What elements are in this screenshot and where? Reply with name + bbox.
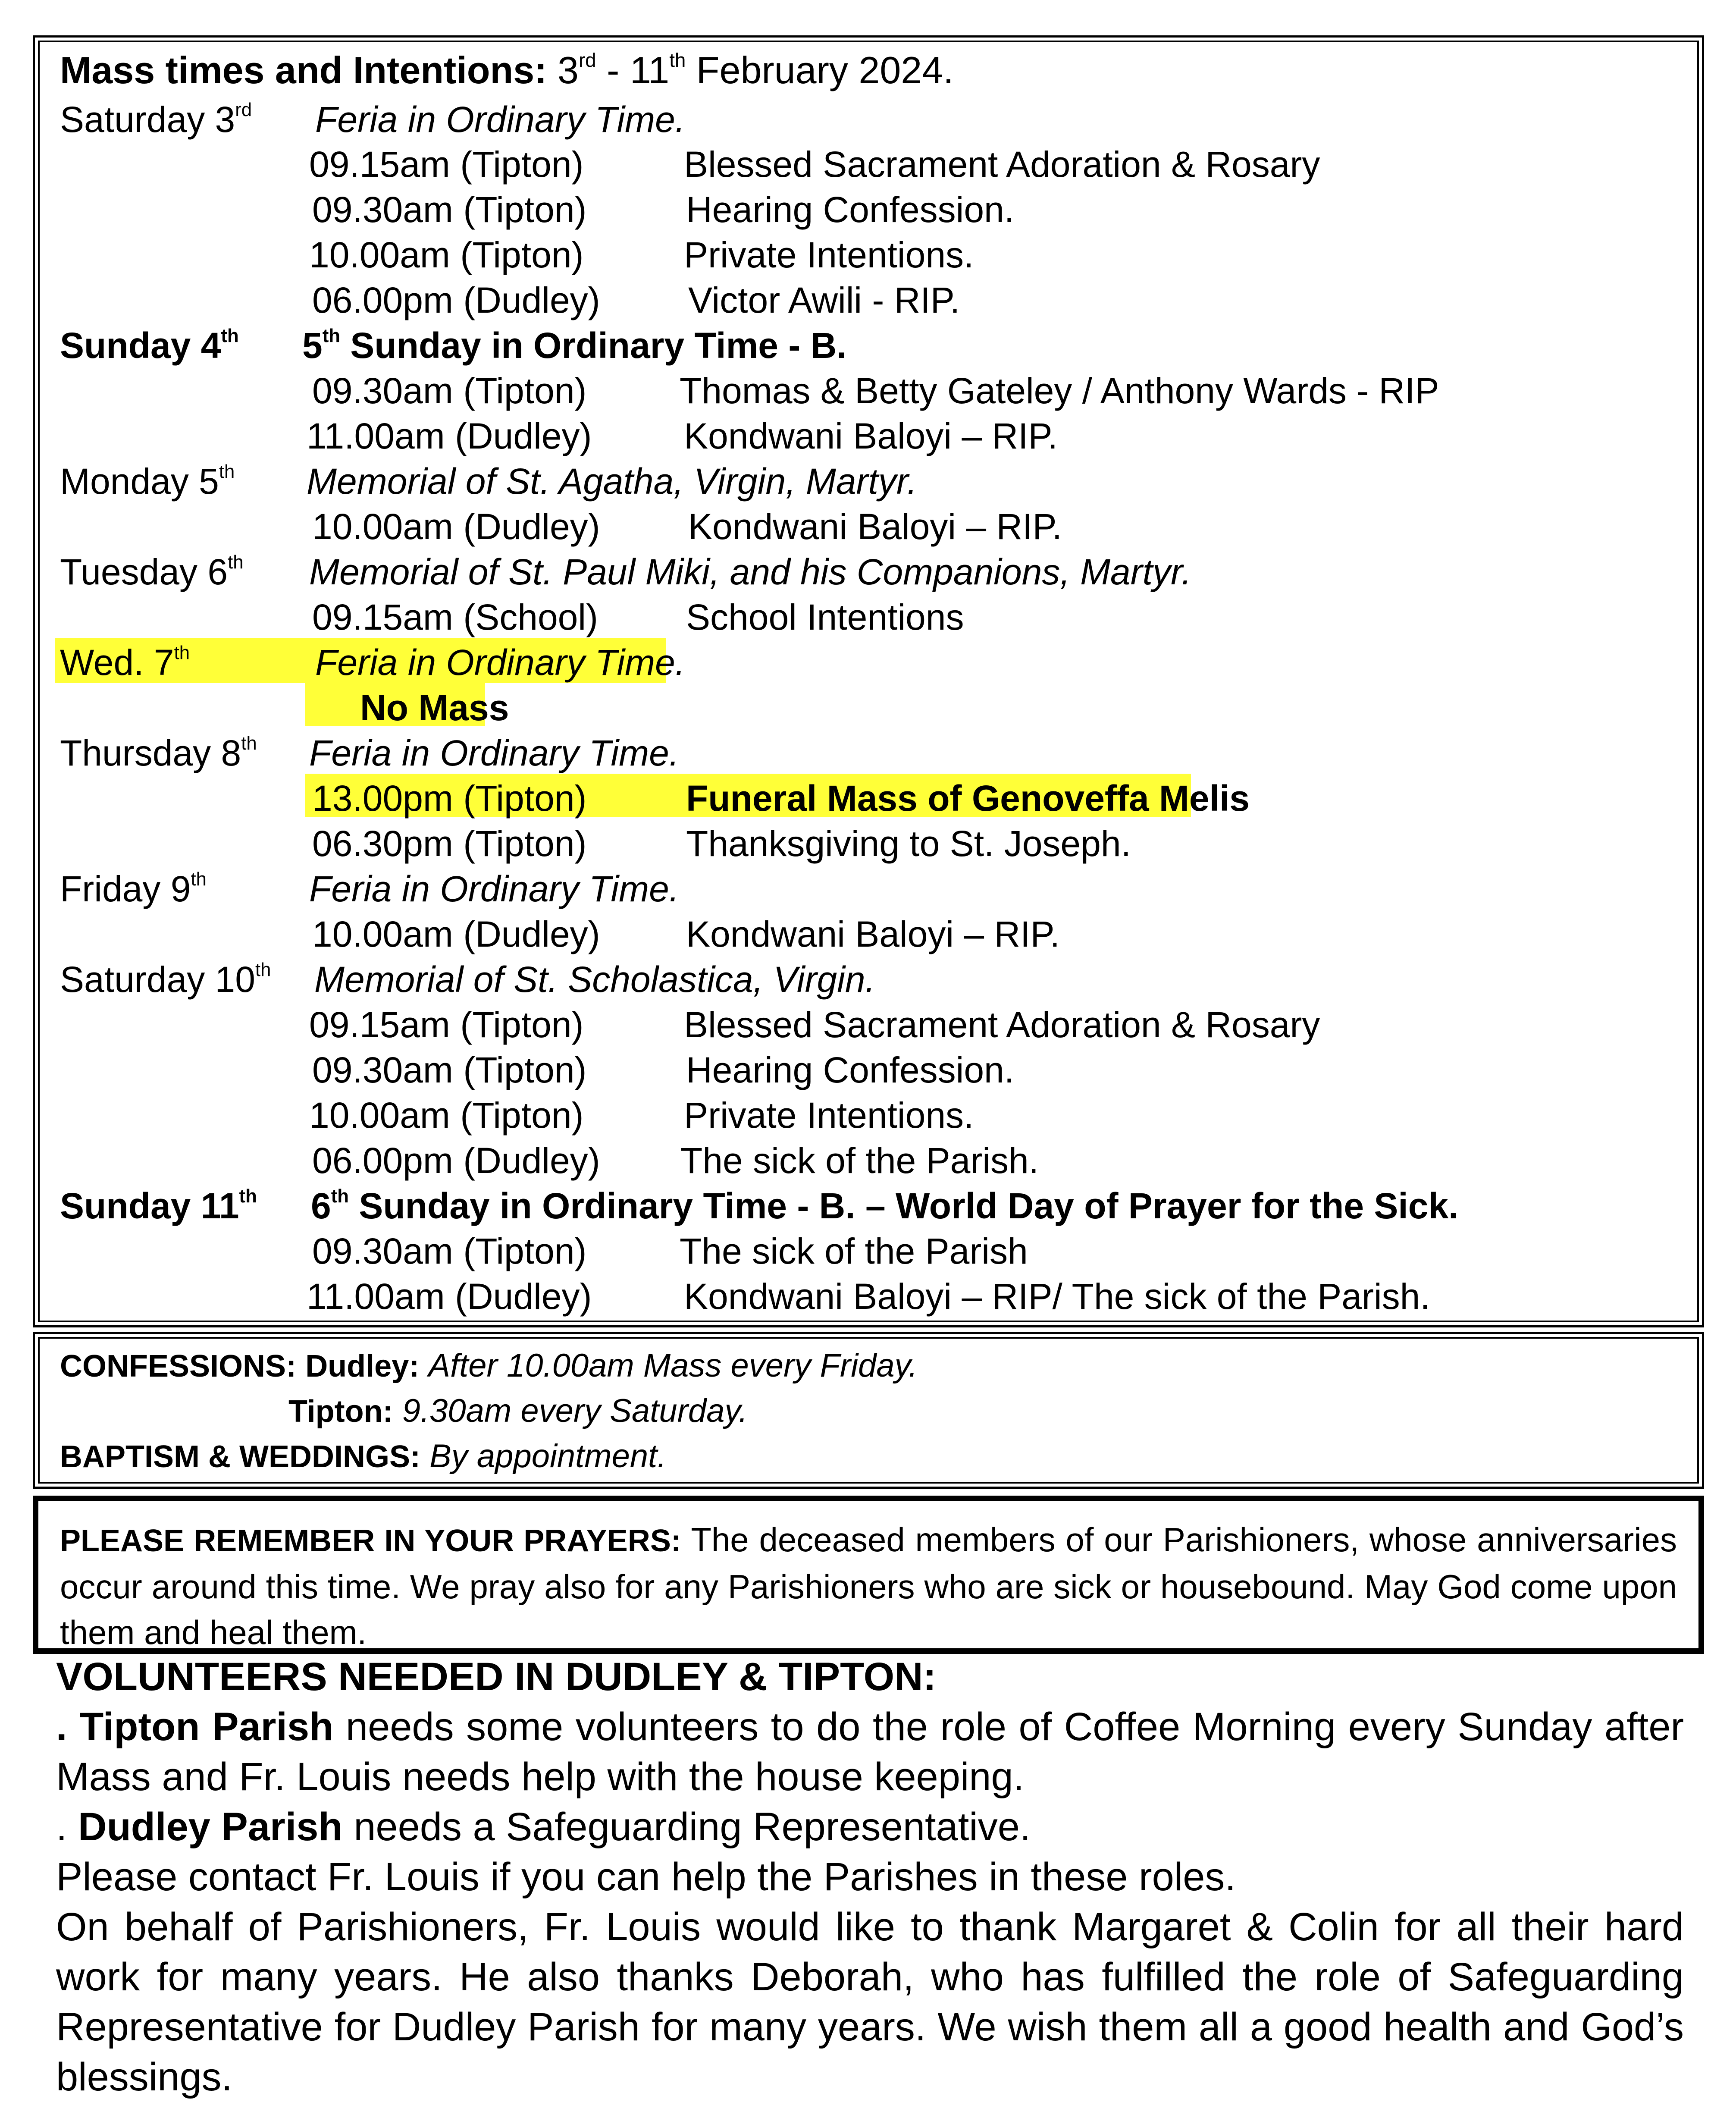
mass-time: 09.15am (Tipton)	[309, 144, 584, 185]
day-label: Thursday 8th	[60, 733, 257, 773]
dudley-label: Dudley:	[305, 1349, 420, 1384]
tipton-parish-label: Tipton Parish	[79, 1705, 334, 1749]
mass-time: 06.30pm (Tipton)	[312, 823, 587, 864]
mass-time: 09.30am (Tipton)	[312, 189, 587, 230]
mass-title-line	[60, 51, 954, 89]
mass-intention: Private Intentions.	[684, 235, 974, 275]
day-label: Saturday 3rd	[60, 99, 252, 140]
mass-time: 09.30am (Tipton)	[312, 1231, 587, 1271]
day-label: Monday 5th	[60, 461, 235, 502]
prayers-label: PLEASE REMEMBER IN YOUR PRAYERS:	[60, 1524, 681, 1558]
feast-label: 6th Sunday in Ordinary Time - B. – World Day of Prayer for the Sick.	[311, 1186, 1459, 1226]
feast-label: Feria in Ordinary Time.	[309, 869, 680, 909]
mass-time: 10.00am (Dudley)	[312, 506, 600, 547]
prayers-paragraph	[60, 1517, 1677, 1655]
tipton-confession-time: 9.30am every Saturday.	[402, 1393, 748, 1429]
mass-time: 09.30am (Tipton)	[312, 370, 587, 411]
mass-intention: The sick of the Parish	[680, 1231, 1028, 1271]
mass-intention: Kondwani Baloyi – RIP/ The sick of the Parish.	[684, 1276, 1430, 1317]
mass-intention: Victor Awili - RIP.	[688, 280, 960, 320]
mass-intention: Kondwani Baloyi – RIP.	[686, 914, 1060, 954]
volunteers-section	[56, 1652, 1684, 2102]
baptism-line	[60, 1440, 666, 1473]
mass-time: 13.00pm (Tipton)	[312, 778, 587, 819]
mass-time: 09.15am (School)	[312, 597, 599, 637]
day-label: Tuesday 6th	[60, 552, 244, 592]
baptism-label: BAPTISM & WEDDINGS:	[60, 1440, 420, 1474]
feast-label: Memorial of St. Agatha, Virgin, Martyr.	[307, 461, 918, 502]
mass-intention: The sick of the Parish.	[680, 1140, 1039, 1181]
mass-intention: Funeral Mass of Genoveffa Melis	[686, 778, 1250, 819]
mass-intention: Thomas & Betty Gateley / Anthony Wards - RIP	[680, 370, 1439, 411]
mass-intention: Hearing Confession.	[686, 1050, 1015, 1090]
mass-intention: School Intentions	[686, 597, 964, 637]
mass-time: 06.00pm (Dudley)	[312, 1140, 600, 1181]
mass-date-range: 3rd - 11th February 2024.	[557, 49, 954, 91]
contact-paragraph: Please contact Fr. Louis if you can help the Parishes in these roles.	[56, 1855, 1236, 1899]
mass-time: 10.00am (Tipton)	[309, 1095, 584, 1136]
day-label: Sunday 11th	[60, 1186, 257, 1226]
confessions-box	[33, 1332, 1704, 1489]
prayers-box	[33, 1496, 1704, 1654]
mass-intention: Kondwani Baloyi – RIP.	[684, 416, 1058, 456]
mass-times-box	[33, 35, 1704, 1327]
mass-time: 09.30am (Tipton)	[312, 1050, 587, 1090]
no-mass-note: No Mass	[360, 687, 509, 728]
feast-label: Memorial of St. Paul Miki, and his Companions, Martyr.	[309, 552, 1192, 592]
feast-label: Feria in Ordinary Time.	[315, 642, 686, 683]
day-label: Sunday 4th	[60, 325, 239, 366]
day-label: Wed. 7th	[60, 642, 190, 683]
tipton-paragraph: . Tipton Parish needs some volunteers to do the role of Coffee Morning every Sunday after Mass and Fr. Louis needs help with the house keeping.	[56, 1705, 1684, 1799]
thanks-paragraph: On behalf of Parishioners, Fr. Louis would like to thank Margaret & Colin for all their hard work for many years. He also thanks Deborah, who has fulfilled the role of Safeguarding Representative for Dudley Parish for many years. We wish them all a good health and God’s blessings.	[56, 1905, 1684, 2099]
baptism-text: By appointment.	[429, 1438, 667, 1475]
mass-time: 11.00am (Dudley)	[307, 1276, 592, 1317]
mass-time: 11.00am (Dudley)	[307, 416, 592, 456]
mass-intention: Kondwani Baloyi – RIP.	[688, 506, 1062, 547]
mass-title: Mass times and Intentions:	[60, 49, 547, 91]
day-label: Saturday 10th	[60, 959, 271, 1000]
feast-label: Memorial of St. Scholastica, Virgin.	[314, 959, 875, 1000]
dudley-parish-label: Dudley Parish	[78, 1805, 343, 1849]
feast-label: 5th Sunday in Ordinary Time - B.	[302, 325, 847, 366]
mass-time: 06.00pm (Dudley)	[312, 280, 600, 320]
tipton-label: Tipton:	[288, 1394, 393, 1429]
mass-time: 10.00am (Tipton)	[309, 235, 584, 275]
dudley-confession-time: After 10.00am Mass every Friday.	[428, 1347, 918, 1384]
mass-intention: Thanksgiving to St. Joseph.	[686, 823, 1131, 864]
dudley-paragraph: . Dudley Parish needs a Safeguarding Representative.	[56, 1805, 1031, 1849]
confessions-label: CONFESSIONS:	[60, 1349, 297, 1384]
mass-intention: Blessed Sacrament Adoration & Rosary	[684, 1004, 1320, 1045]
volunteers-heading: VOLUNTEERS NEEDED IN DUDLEY & TIPTON:	[56, 1655, 937, 1699]
prayers-text: The deceased members of our Parishioners, whose anniversaries occur around this time. We pray also for any Parishioners who are sick or housebound. May God come upon them and heal them.	[60, 1521, 1677, 1651]
confessions-tipton-line	[288, 1395, 748, 1427]
confessions-dudley-line	[60, 1349, 918, 1382]
mass-time: 09.15am (Tipton)	[309, 1004, 584, 1045]
mass-intention: Hearing Confession.	[686, 189, 1015, 230]
feast-label: Feria in Ordinary Time.	[315, 99, 686, 140]
feast-label: Feria in Ordinary Time.	[309, 733, 680, 773]
mass-intention: Private Intentions.	[684, 1095, 974, 1136]
mass-time: 10.00am (Dudley)	[312, 914, 600, 954]
day-label: Friday 9th	[60, 869, 207, 909]
mass-intention: Blessed Sacrament Adoration & Rosary	[684, 144, 1320, 185]
